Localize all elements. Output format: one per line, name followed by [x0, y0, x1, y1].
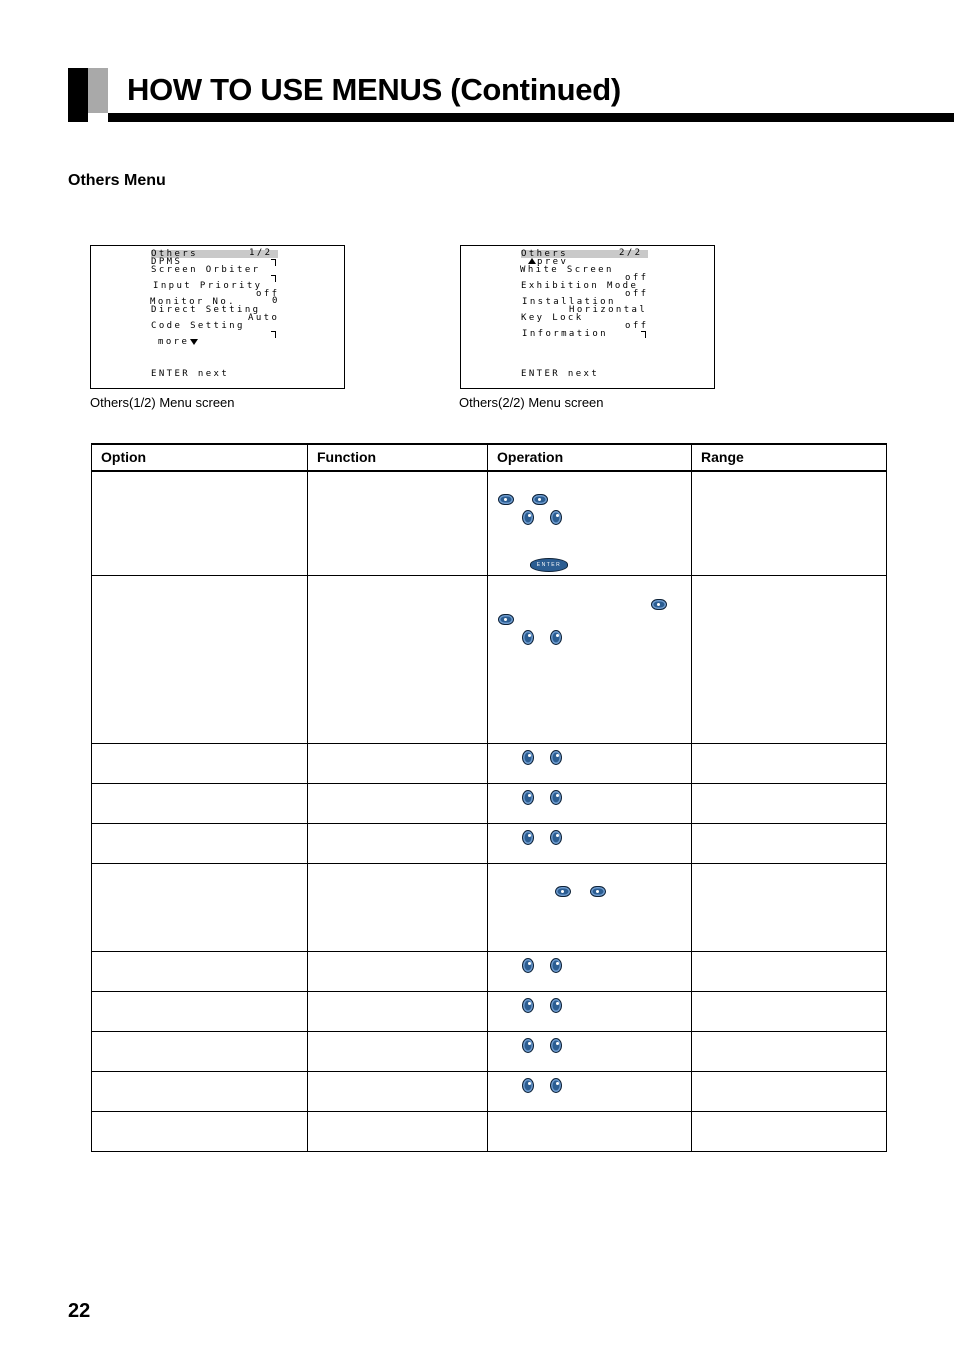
left-button-icon	[550, 958, 562, 973]
triangle-up-icon	[528, 258, 536, 264]
osd-item: Key Lock	[521, 313, 584, 323]
osd-more	[158, 338, 198, 346]
down-button-icon	[532, 494, 548, 505]
operation-cell	[488, 823, 692, 863]
left-button-icon	[550, 750, 562, 765]
column-header-option: Option	[92, 444, 308, 471]
left-button-icon	[550, 1038, 562, 1053]
osd-value: Auto	[248, 313, 280, 323]
osd-item: Exhibition Mode	[521, 281, 639, 291]
option-cell	[92, 991, 308, 1031]
operation-cell	[488, 863, 692, 951]
osd-heading: Others	[151, 249, 198, 259]
osd-value: off	[256, 289, 280, 299]
osd-value: off	[625, 289, 649, 299]
table-row	[92, 823, 887, 863]
right-button-icon	[550, 510, 562, 525]
header-block-gray	[88, 68, 108, 113]
function-cell	[308, 1071, 488, 1111]
range-cell	[692, 863, 887, 951]
osd-prev-label: prev	[537, 257, 569, 267]
table-row	[92, 575, 887, 743]
left-button-icon	[550, 998, 562, 1013]
range-cell	[692, 1111, 887, 1151]
right-button-icon	[522, 998, 534, 1013]
function-cell	[308, 1031, 488, 1071]
osd-value: 0	[272, 296, 280, 306]
function-cell	[308, 823, 488, 863]
osd-item: White Screen	[520, 265, 614, 275]
up-button-icon	[498, 494, 514, 505]
table-row	[92, 743, 887, 783]
header-block-black	[68, 68, 88, 122]
operation-cell	[488, 991, 692, 1031]
osd-item: Monitor No.	[150, 297, 237, 307]
right-button-icon	[522, 790, 534, 805]
operation-cell	[488, 783, 692, 823]
options-table	[91, 443, 887, 1152]
option-cell	[92, 863, 308, 951]
column-header-function: Function	[308, 444, 488, 471]
table-header-row	[92, 444, 887, 471]
osd-item: Screen Orbiter	[151, 265, 261, 275]
left-button-icon	[522, 510, 534, 525]
right-button-icon	[550, 630, 562, 645]
down-button-icon	[590, 886, 606, 897]
function-cell	[308, 743, 488, 783]
operation-cell	[488, 743, 692, 783]
table-row	[92, 1071, 887, 1111]
submenu-arrow-icon	[271, 259, 276, 266]
osd-value: off	[625, 273, 649, 283]
osd-page-indicator: 1/2	[249, 248, 273, 258]
range-cell	[692, 471, 887, 575]
left-button-icon	[550, 790, 562, 805]
range-cell	[692, 823, 887, 863]
osd-heading: Others	[521, 249, 568, 259]
screen-caption-2: Others(2/2) Menu screen	[459, 395, 604, 410]
right-button-icon	[522, 1078, 534, 1093]
header-rule	[108, 113, 954, 122]
option-cell	[92, 1071, 308, 1111]
osd-value: Horizontal	[569, 305, 648, 315]
range-cell	[692, 743, 887, 783]
function-cell	[308, 471, 488, 575]
column-header-operation: Operation	[488, 444, 692, 471]
screen-caption-1: Others(1/2) Menu screen	[90, 395, 235, 410]
operation-cell	[488, 1111, 692, 1151]
up-button-icon	[498, 614, 514, 625]
osd-item: Installation	[522, 297, 616, 307]
range-cell	[692, 951, 887, 991]
table-row	[92, 1031, 887, 1071]
osd-item: DPMS	[151, 257, 183, 267]
range-cell	[692, 991, 887, 1031]
option-cell	[92, 951, 308, 991]
osd-item: Input Priority	[153, 281, 263, 291]
table-row	[92, 951, 887, 991]
table-row	[92, 783, 887, 823]
function-cell	[308, 575, 488, 743]
others-menu-screen-1	[90, 245, 345, 389]
right-button-icon	[522, 958, 534, 973]
osd-footer: ENTER next	[151, 369, 230, 379]
right-button-icon	[522, 1038, 534, 1053]
up-button-icon	[555, 886, 571, 897]
table-row	[92, 863, 887, 951]
option-cell	[92, 743, 308, 783]
left-button-icon	[550, 830, 562, 845]
page-title: HOW TO USE MENUS (Continued)	[127, 72, 621, 107]
operation-cell	[488, 951, 692, 991]
range-cell	[692, 575, 887, 743]
right-button-icon	[522, 750, 534, 765]
option-cell	[92, 823, 308, 863]
function-cell	[308, 783, 488, 823]
range-cell	[692, 1071, 887, 1111]
osd-item: Code Setting	[151, 321, 245, 331]
function-cell	[308, 991, 488, 1031]
left-button-icon	[522, 630, 534, 645]
osd-value: off	[625, 321, 649, 331]
others-menu-screen-2	[460, 245, 715, 389]
function-cell	[308, 863, 488, 951]
page-number: 22	[68, 1300, 91, 1322]
enter-button-icon: ENTER	[530, 558, 568, 572]
option-cell	[92, 1111, 308, 1151]
function-cell	[308, 1111, 488, 1151]
option-cell	[92, 575, 308, 743]
submenu-arrow-icon	[271, 275, 276, 282]
right-button-icon	[522, 830, 534, 845]
osd-item: Information	[522, 329, 609, 339]
left-button-icon	[550, 1078, 562, 1093]
submenu-arrow-icon	[641, 331, 646, 338]
operation-cell	[488, 1031, 692, 1071]
submenu-arrow-icon	[271, 331, 276, 338]
function-cell	[308, 951, 488, 991]
range-cell	[692, 1031, 887, 1071]
down-button-icon	[651, 599, 667, 610]
section-title: Others Menu	[68, 172, 166, 189]
option-cell	[92, 1031, 308, 1071]
table-row	[92, 991, 887, 1031]
operation-cell	[488, 471, 692, 575]
table-row	[92, 1111, 887, 1151]
column-header-range: Range	[692, 444, 887, 471]
operation-cell	[488, 1071, 692, 1111]
table-row	[92, 471, 887, 575]
range-cell	[692, 783, 887, 823]
osd-more-label: more	[158, 337, 190, 347]
osd-item: Direct Setting	[151, 305, 261, 315]
triangle-down-icon	[190, 339, 198, 345]
osd-page-indicator: 2/2	[619, 248, 643, 258]
option-cell	[92, 471, 308, 575]
osd-footer: ENTER next	[521, 369, 600, 379]
operation-cell	[488, 575, 692, 743]
option-cell	[92, 783, 308, 823]
